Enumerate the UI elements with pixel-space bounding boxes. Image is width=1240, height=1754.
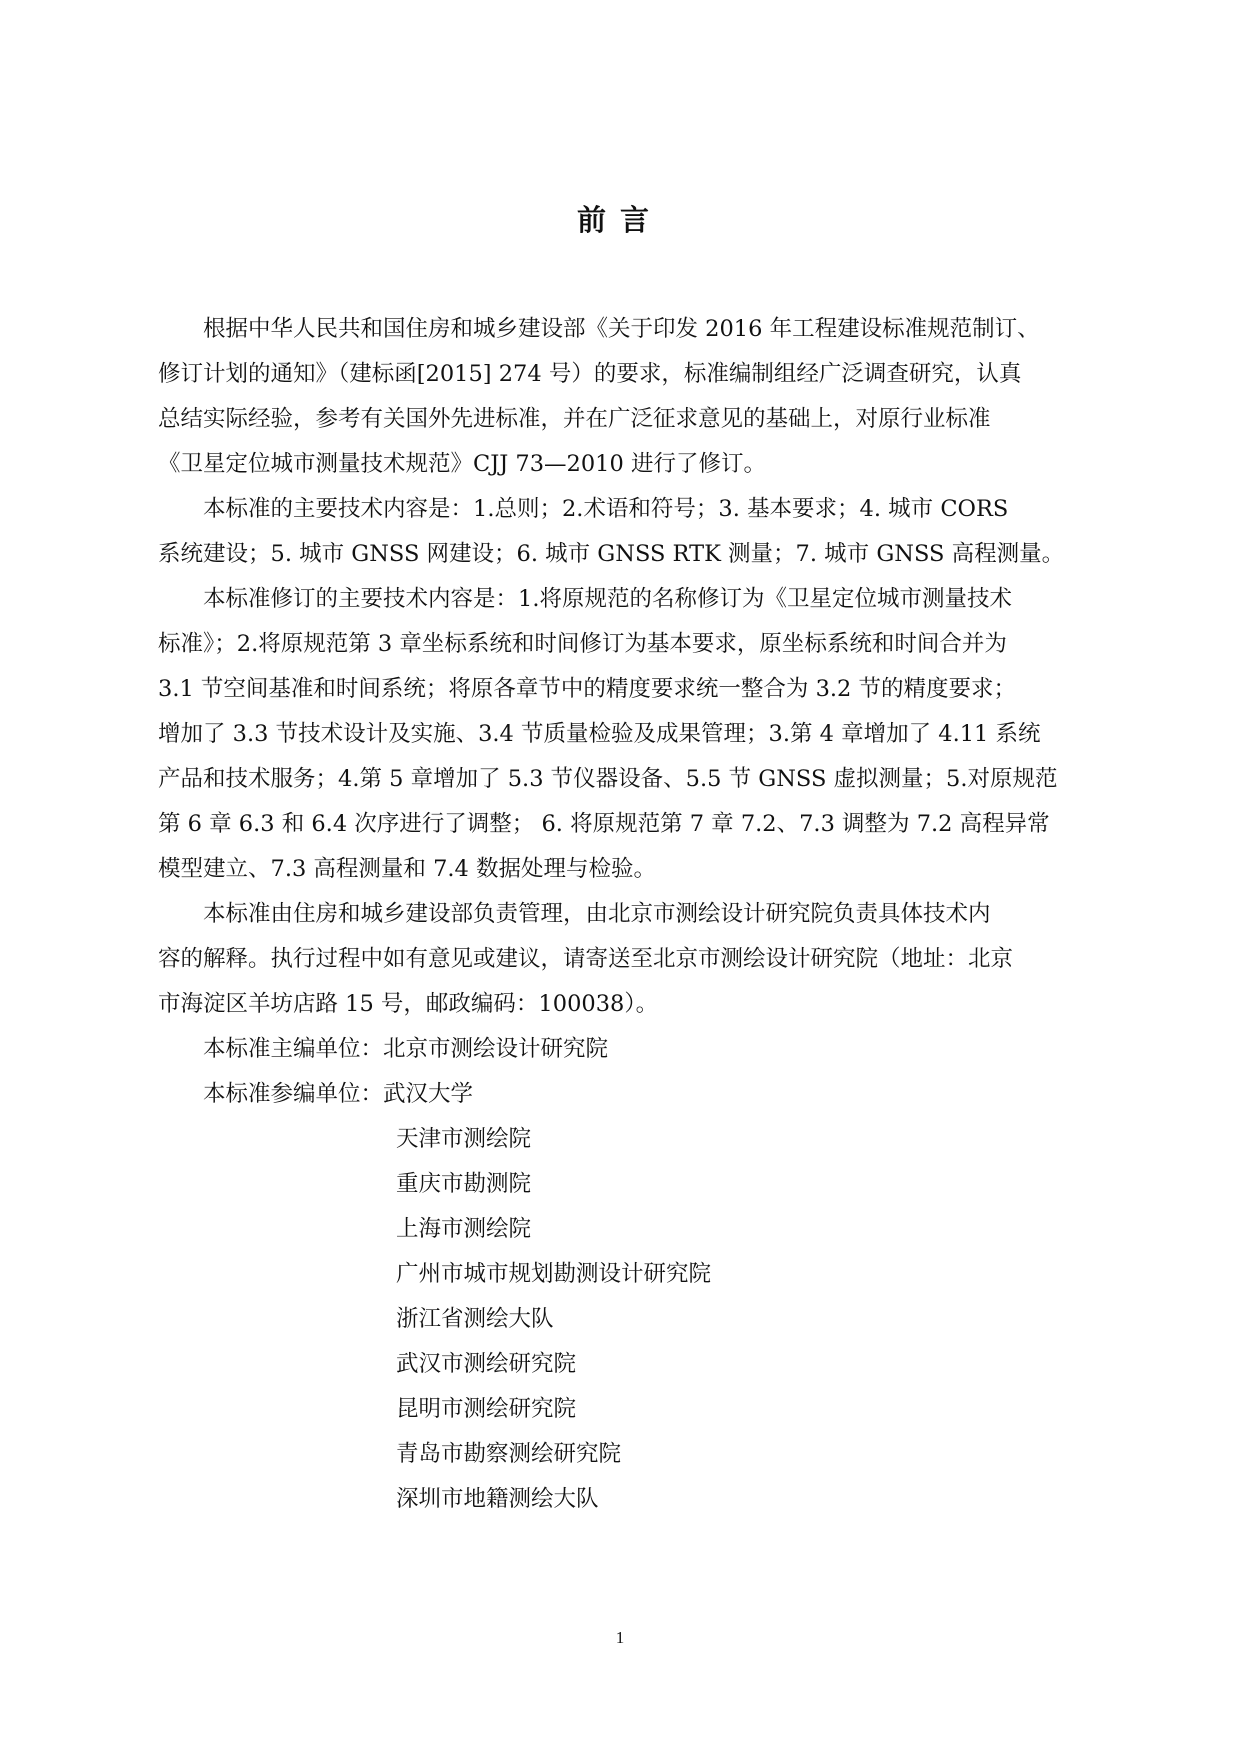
text-line: 容的解释。执行过程中如有意见或建议，请寄送至北京市测绘设计研究院（地址：北京 xyxy=(158,946,1014,972)
list-item: 武汉市测绘研究院 xyxy=(396,1351,577,1377)
text-line: 《卫星定位城市测量技术规范》CJJ 73—2010 进行了修订。 xyxy=(158,451,766,477)
page-number: 1 xyxy=(615,1628,625,1647)
text-line: 增加了 3.3 节技术设计及实施、3.4 节质量检验及成果管理；3.第 4 章增加了 4.11 系统 xyxy=(158,721,1041,747)
document-body xyxy=(158,307,1095,1522)
paragraph-management xyxy=(158,892,1095,1027)
list-item: 重庆市勘测院 xyxy=(396,1171,532,1197)
text-line: 模型建立、7.3 高程测量和 7.4 数据处理与检验。 xyxy=(158,856,657,882)
paragraph-main-content xyxy=(158,487,1095,577)
paragraph-revision-basis xyxy=(158,307,1095,487)
text-line: 本标准修订的主要技术内容是：1.将原规范的名称修订为《卫星定位城市测量技术 xyxy=(203,586,1012,612)
text-line: 系统建设；5. 城市 GNSS 网建设；6. 城市 GNSS RTK 测量；7. 城市 GNSS 高程测量。 xyxy=(158,541,1065,567)
list-item: 浙江省测绘大队 xyxy=(396,1306,554,1332)
text-line: 总结实际经验，参考有关国外先进标准，并在广泛征求意见的基础上，对原行业标准 xyxy=(158,406,991,432)
text-line: 第 6 章 6.3 和 6.4 次序进行了调整； 6. 将原规范第 7 章 7.2、7.3 调整为 7.2 高程异常 xyxy=(158,811,1050,837)
page-title: 前言 xyxy=(576,203,663,237)
paragraph-chief-editor-unit xyxy=(158,1027,1095,1072)
paragraph-revision-content xyxy=(158,577,1095,892)
text-line: 标准》；2.将原规范第 3 章坐标系统和时间修订为基本要求，原坐标系统和时间合并为 xyxy=(158,631,1007,657)
paragraph-participating-units xyxy=(158,1072,1095,1117)
list-item: 昆明市测绘研究院 xyxy=(396,1396,577,1422)
text-line: 本标准参编单位：武汉大学 xyxy=(203,1081,474,1107)
list-item: 上海市测绘院 xyxy=(396,1216,532,1242)
text-line: 本标准的主要技术内容是：1.总则；2.术语和符号；3. 基本要求；4. 城市 CORS xyxy=(203,496,1009,522)
text-line: 根据中华人民共和国住房和城乡建设部《关于印发 2016 年工程建设标准规范制订、 xyxy=(203,316,1040,342)
text-line: 市海淀区羊坊店路 15 号，邮政编码：100038）。 xyxy=(158,991,659,1017)
text-line: 产品和技术服务；4.第 5 章增加了 5.3 节仪器设备、5.5 节 GNSS 虚拟测量；5.对原规范 xyxy=(158,766,1058,792)
list-item: 深圳市地籍测绘大队 xyxy=(396,1486,599,1512)
text-line: 修订计划的通知》（建标函[2015] 274 号）的要求，标准编制组经广泛调查研究，认真 xyxy=(158,361,1022,387)
text-line: 本标准由住房和城乡建设部负责管理，由北京市测绘设计研究院负责具体技术内 xyxy=(203,901,991,927)
list-item: 天津市测绘院 xyxy=(396,1126,532,1152)
text-line: 本标准主编单位：北京市测绘设计研究院 xyxy=(203,1036,609,1062)
participating-units-list xyxy=(158,1117,1095,1522)
list-item: 青岛市勘察测绘研究院 xyxy=(396,1441,622,1467)
list-item: 广州市城市规划勘测设计研究院 xyxy=(396,1261,712,1287)
text-line: 3.1 节空间基准和时间系统；将原各章节中的精度要求统一整合为 3.2 节的精度要求； xyxy=(158,676,1017,702)
